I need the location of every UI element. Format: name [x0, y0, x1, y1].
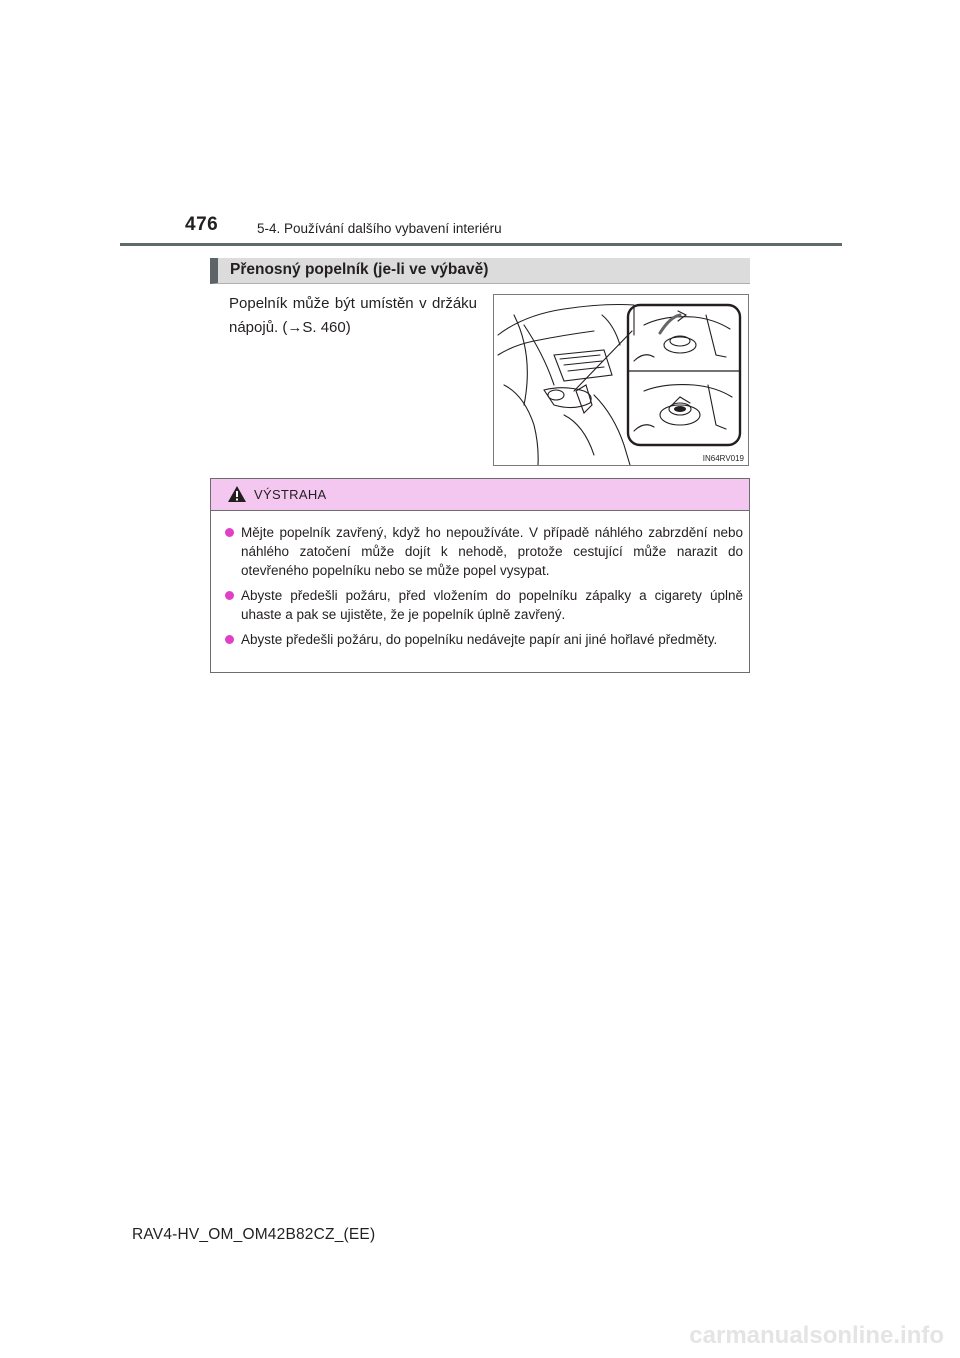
page-number: 476 [185, 214, 219, 235]
subsection-title: Přenosný popelník (je-li ve výbavě) [230, 261, 489, 278]
warning-item-text: Abyste předešli požáru, před vložením do popelníku zápalky a cigarety úplně uhaste a pak se ujistěte, že je popelník úplně zavřený. [241, 588, 743, 622]
ashtray-illustration [493, 294, 749, 466]
warning-item [223, 586, 743, 624]
warning-label: VÝSTRAHA [254, 487, 327, 502]
footer-manual-code: RAV4-HV_OM_OM42B82CZ_(EE) [132, 1226, 376, 1243]
section-title: 5-4. Používání dalšího vybavení interiéru [257, 221, 502, 236]
warning-box [210, 478, 750, 673]
warning-item [223, 630, 743, 649]
bullet-icon [225, 635, 234, 644]
warning-item [223, 523, 743, 580]
ashtray-line-drawing [494, 295, 749, 466]
warning-item-text: Mějte popelník zavřený, když ho nepoužíváte. V případě náhlého zabrzdění nebo náhlého zatočení může dojít k nehodě, protože cestující může narazit do otevřeného popelníku nebo se může popel vysypat. [241, 525, 743, 578]
warning-triangle-icon [227, 485, 247, 503]
subsection-heading-bar [210, 258, 750, 284]
warning-header [211, 479, 749, 511]
header-rule [120, 243, 842, 246]
figure-code: IN64RV019 [702, 454, 744, 463]
body-paragraph: Popelník může být umístěn v držáku nápojů. (→S. 460) [229, 295, 477, 336]
bullet-icon [225, 591, 234, 600]
watermark: carmanualsonline.info [689, 1322, 944, 1349]
bullet-icon [225, 528, 234, 537]
warning-item-text: Abyste předešli požáru, do popelníku nedávejte papír ani jiné hořlavé předměty. [241, 632, 718, 647]
warning-list [223, 523, 743, 655]
